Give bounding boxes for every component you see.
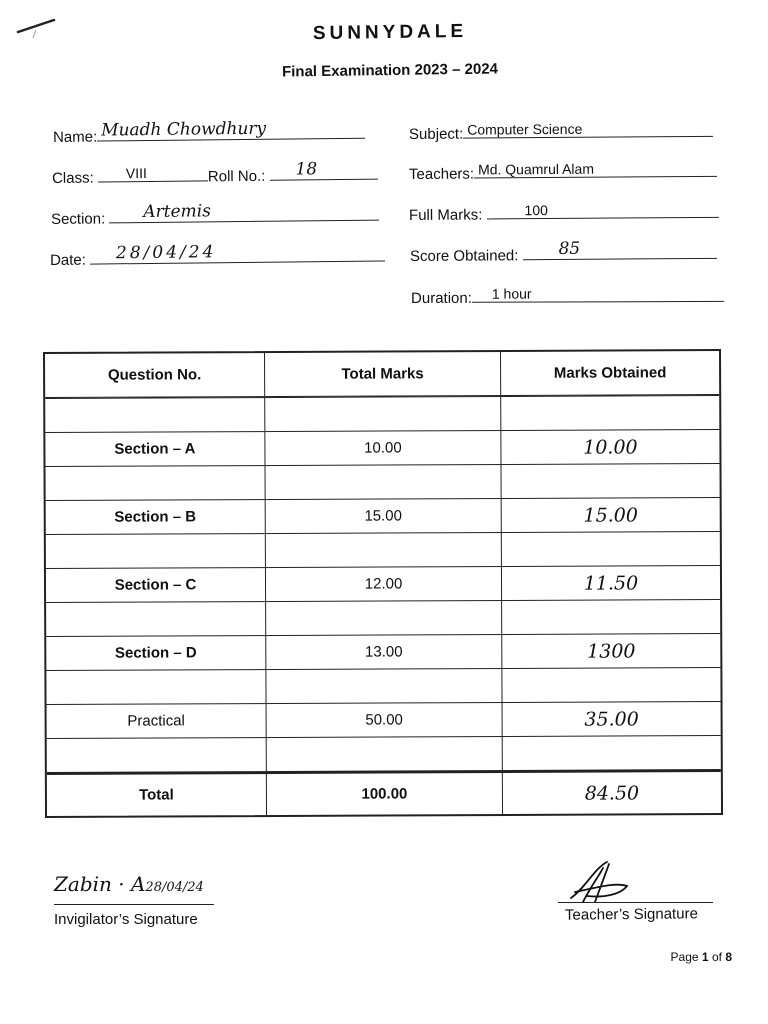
- score-field: [409, 238, 717, 265]
- exam-title: Final Examination 2023 – 2024: [281, 60, 499, 81]
- name-field: [52, 118, 365, 146]
- date-field: [50, 244, 385, 269]
- table-row: [46, 565, 720, 602]
- teachers-label: Teachers:: [408, 165, 475, 183]
- name-label: Name:: [52, 128, 98, 146]
- table-row: [46, 633, 720, 670]
- date-value: 28/04/24: [115, 242, 217, 264]
- roll-label: Roll No.:: [207, 167, 266, 186]
- total-label: Total: [47, 774, 267, 816]
- teacher-signature-scribble-icon: [565, 858, 645, 908]
- table-header-row: [45, 351, 719, 398]
- full-marks-value: 100: [524, 202, 548, 219]
- page-of: of: [711, 950, 722, 964]
- spacer-row: [45, 395, 719, 432]
- row-question: Section – D: [46, 636, 266, 670]
- spacer-row: [46, 531, 720, 568]
- invigilator-signature-date: 28/04/24: [145, 880, 204, 895]
- teacher-signature-line: [558, 902, 713, 903]
- section-field: [50, 201, 380, 228]
- teachers-value: Md. Quamrul Alam: [477, 160, 595, 178]
- section-label: Section:: [50, 210, 106, 228]
- duration-value: 1 hour: [491, 285, 532, 302]
- row-obtained: 15.00: [583, 503, 638, 527]
- row-obtained: 35.00: [584, 707, 639, 731]
- invigilator-signature-line: [54, 904, 214, 905]
- table-row: [46, 497, 720, 534]
- class-label: Class:: [51, 169, 94, 187]
- spacer-row: [45, 463, 719, 500]
- total-marks: 100.00: [267, 773, 503, 815]
- row-total: 10.00: [265, 431, 501, 465]
- total-row: [47, 769, 721, 816]
- row-obtained: 10.00: [583, 435, 638, 459]
- school-name: SUNNYDALE: [312, 20, 468, 45]
- date-label: Date:: [49, 251, 86, 269]
- duration-label: Duration:: [410, 289, 472, 307]
- page-number: [671, 950, 732, 964]
- teachers-field: [409, 160, 717, 183]
- row-total: 12.00: [266, 567, 502, 601]
- marks-table: [43, 349, 723, 818]
- full-marks-label: Full Marks:: [408, 206, 483, 224]
- full-marks-field: [409, 201, 719, 224]
- row-question: Section – C: [46, 568, 266, 602]
- table-row: [47, 701, 721, 738]
- score-value: 85: [558, 238, 581, 259]
- name-value: Muadh Chowdhury: [101, 118, 267, 141]
- score-label: Score Obtained:: [409, 247, 519, 265]
- row-question: Practical: [47, 704, 267, 738]
- spacer-row: [46, 667, 720, 704]
- row-total: 50.00: [267, 703, 503, 737]
- class-value: VIII: [125, 165, 147, 182]
- row-total: 15.00: [266, 499, 502, 533]
- subject-field: [409, 120, 713, 143]
- spacer-row: [46, 599, 720, 636]
- invigilator-handwriting: [54, 872, 204, 896]
- invigilator-signature-label: Invigilator’s Signature: [54, 911, 198, 928]
- table-row: [45, 429, 719, 466]
- page-total: 8: [725, 950, 732, 964]
- row-total: 13.00: [266, 635, 502, 669]
- spacer-row: [47, 735, 721, 772]
- subject-value: Computer Science: [467, 120, 583, 138]
- subject-label: Subject:: [408, 125, 464, 143]
- roll-value: 18: [295, 159, 318, 180]
- row-obtained: 11.50: [583, 571, 639, 595]
- row-question: Section – B: [46, 500, 266, 534]
- page-current: 1: [701, 950, 709, 964]
- header-total: Total Marks: [265, 352, 501, 396]
- row-question: Section – A: [45, 432, 265, 466]
- teacher-signature-label: Teacher’s Signature: [564, 905, 698, 924]
- page-prefix: Page: [670, 950, 699, 964]
- section-value: Artemis: [143, 201, 212, 223]
- row-obtained: 1300: [587, 639, 636, 663]
- duration-field: [411, 285, 724, 307]
- class-field: [51, 159, 378, 187]
- header-obtained: Marks Obtained: [553, 364, 667, 382]
- header-question: Question No.: [45, 353, 265, 397]
- total-obtained: 84.50: [584, 781, 640, 805]
- invigilator-signature-text: Zabin · A: [54, 872, 146, 896]
